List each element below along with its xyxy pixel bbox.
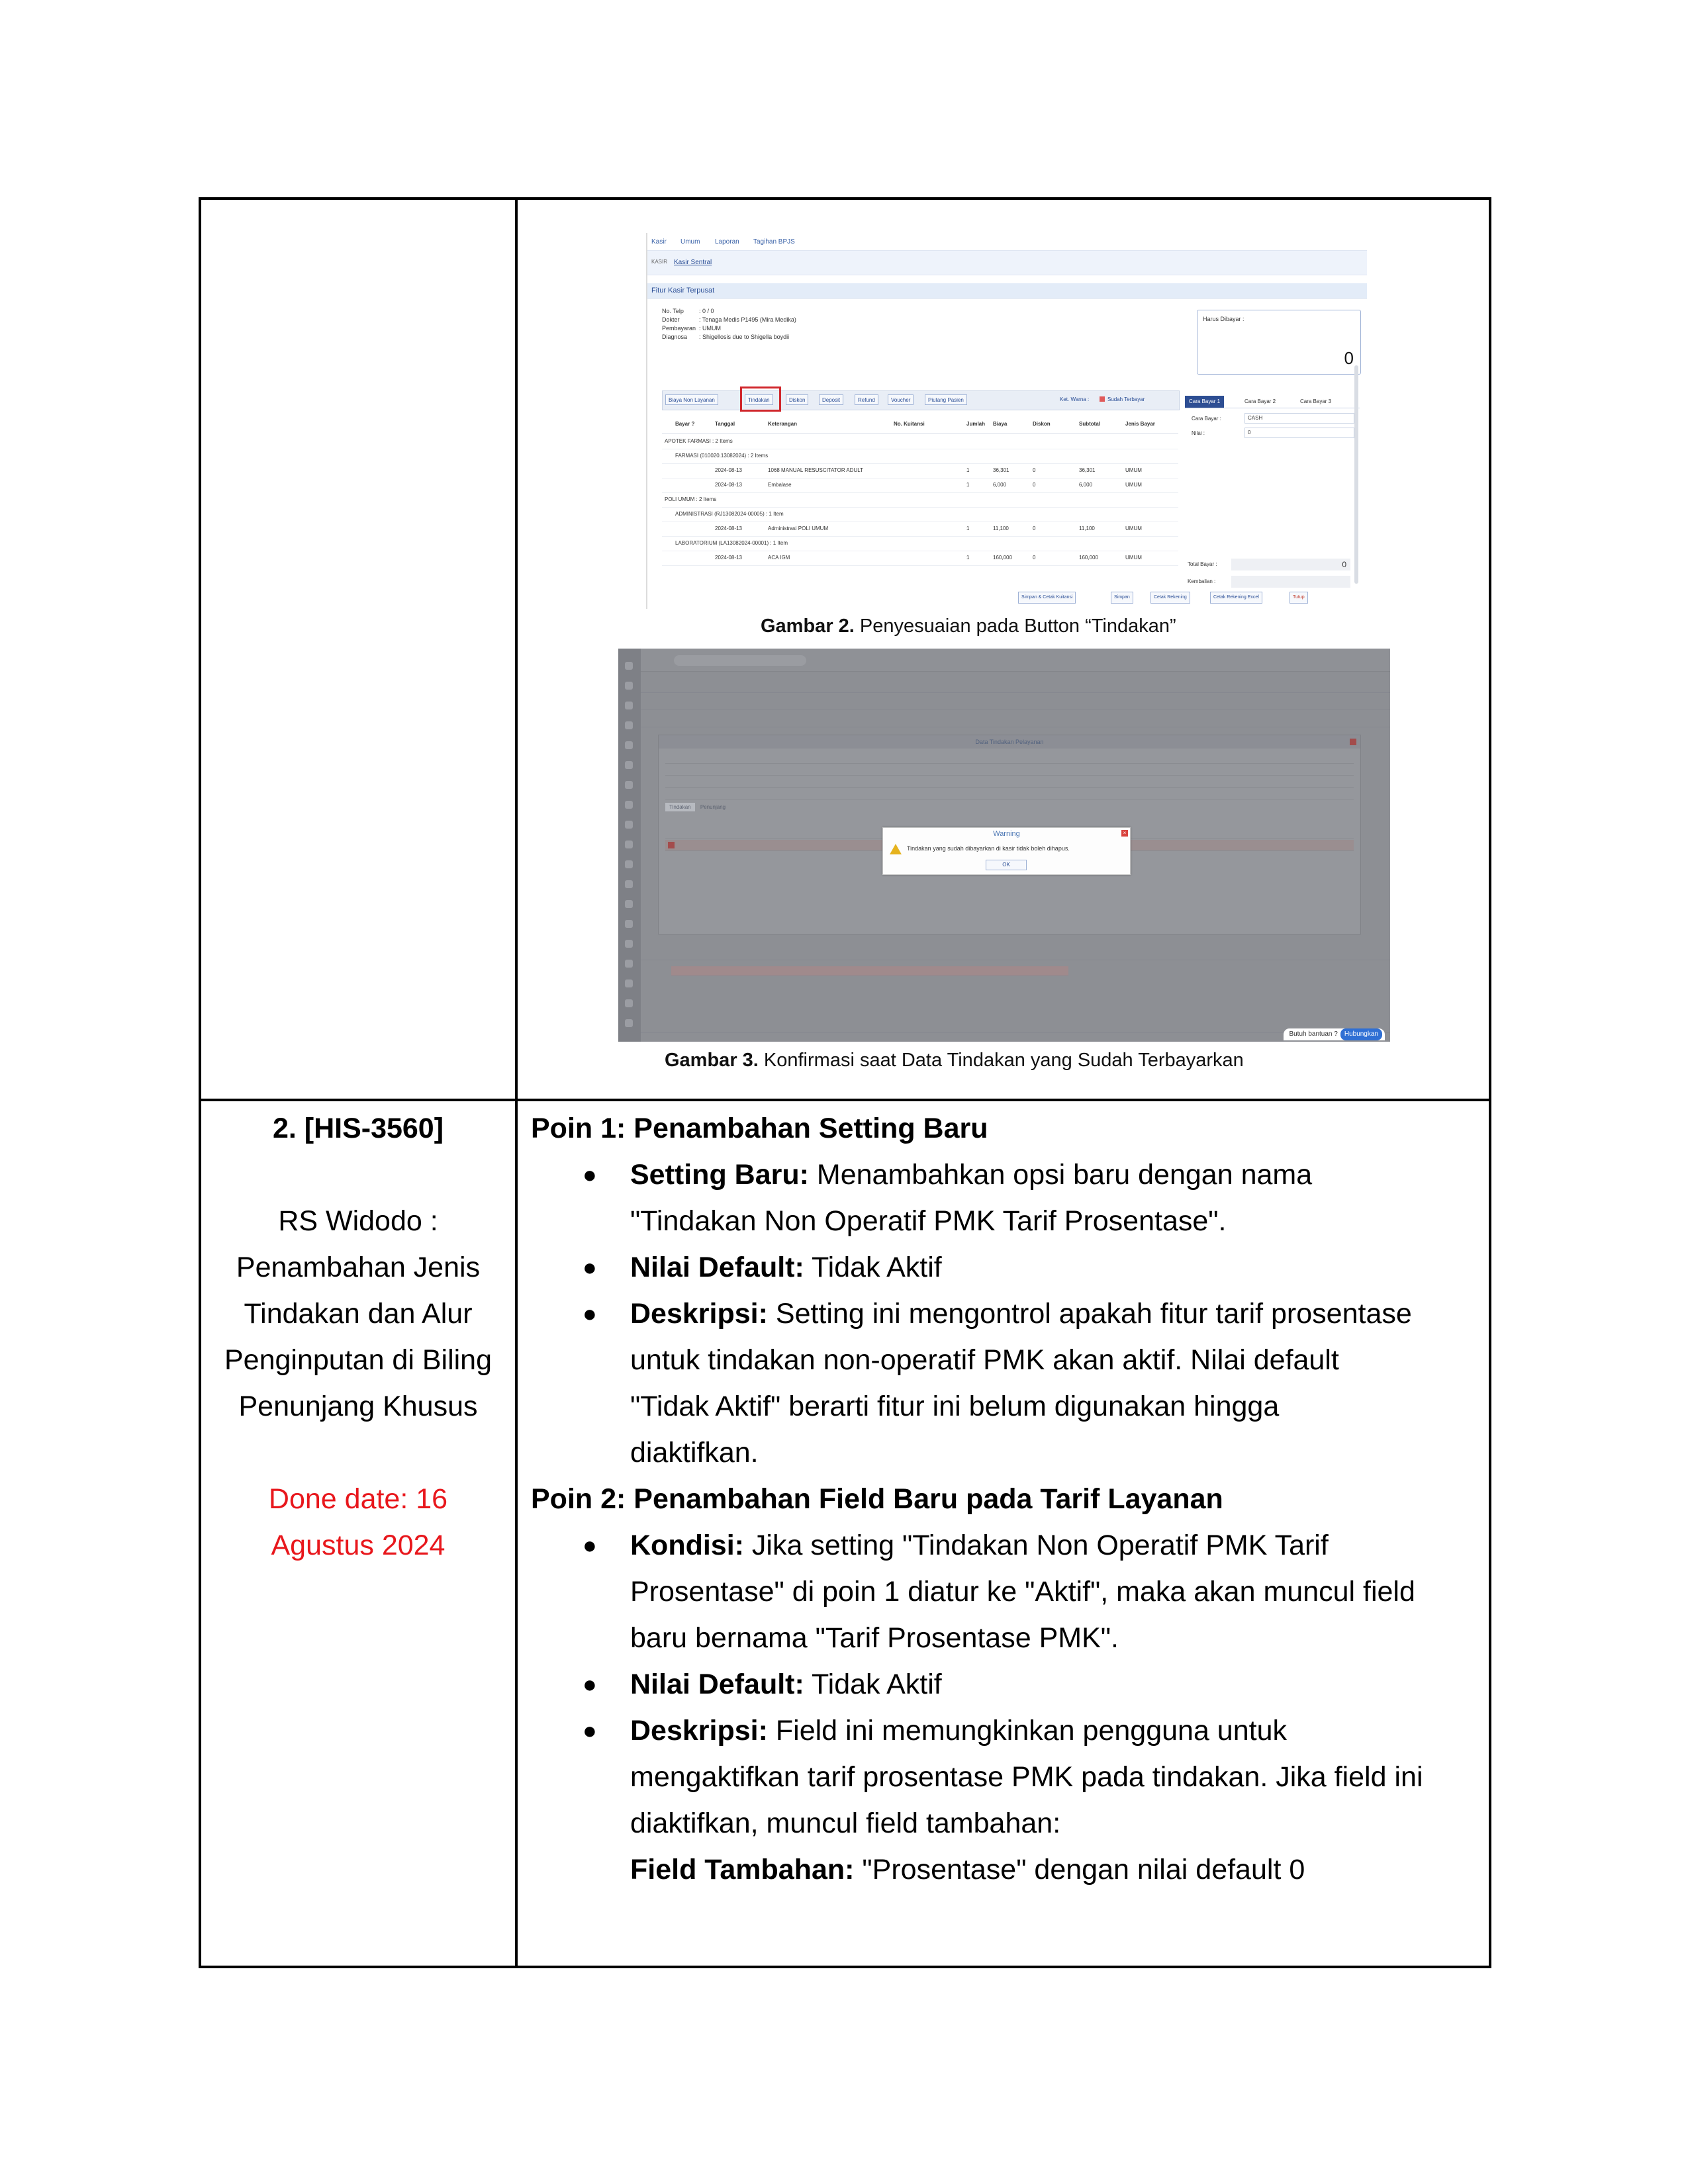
table-header: Bayar ? Tanggal Keterangan No. Kuitansi Jumlah Biaya Diskon Subtotal Jenis Bayar <box>662 416 1178 433</box>
refund-button[interactable]: Refund <box>855 394 878 405</box>
tab-cara-bayar-3[interactable]: Cara Bayar 3 <box>1300 398 1332 404</box>
highlight-box <box>740 387 781 412</box>
table-row[interactable]: 2024-08-13 ACA IGM 1 160,000 0 160,000 UMUM <box>662 551 1178 566</box>
bullet-text: untuk tindakan non-operatif PMK akan aktif. Nilai default <box>630 1344 1339 1376</box>
tab-penunjang[interactable]: Penunjang <box>700 804 726 810</box>
table-row[interactable]: 2024-08-13 Administrasi POLI UMUM 1 11,100 0 11,100 UMUM <box>662 522 1178 537</box>
bullet-text: "Tidak Aktif" berarti fitur ini belum digunakan hingga <box>630 1390 1280 1422</box>
menu-item[interactable]: Tagihan BPJS <box>753 238 795 246</box>
table-row[interactable]: 2024-08-13 Embalase 1 6,000 0 6,000 UMUM <box>662 478 1178 493</box>
done-date: Done date: 16 <box>268 1483 448 1515</box>
bullet-text: Kondisi: Jika setting "Tindakan Non Operatif PMK Tarif <box>630 1529 1329 1561</box>
bullet: ● <box>583 1300 597 1327</box>
cetak-rekening-button[interactable]: Cetak Rekening <box>1150 592 1190 604</box>
warning-dialog: Warning × Tindakan yang sudah dibayarkan di kasir tidak boleh dihapus. OK <box>882 827 1131 875</box>
menu-bar <box>647 233 1367 250</box>
tutup-button[interactable]: Tutup <box>1289 592 1308 604</box>
bullet-text: Deskripsi: Field ini memungkinkan pengguna untuk <box>630 1715 1287 1747</box>
piutang-pasien-button[interactable]: Piutang Pasien <box>925 394 967 405</box>
harus-dibayar-box: Harus Dibayar : 0 <box>1197 310 1361 375</box>
bullet-text: Nilai Default: Tidak Aktif <box>630 1251 942 1283</box>
column-divider <box>515 200 518 1966</box>
bullet-text: baru bernama "Tarif Prosentase PMK". <box>630 1622 1119 1654</box>
simpan-button[interactable]: Simpan <box>1111 592 1133 604</box>
done-date: Agustus 2024 <box>271 1529 445 1561</box>
simpan-cetak-kuitansi-button[interactable]: Simpan & Cetak Kuitansi <box>1018 592 1076 604</box>
table-row[interactable]: APOTEK FARMASI : 2 Items <box>662 434 1178 449</box>
menu-item[interactable]: Laporan <box>715 238 739 246</box>
table-row[interactable]: POLI UMUM : 2 Items <box>662 492 1178 508</box>
voucher-button[interactable]: Voucher <box>888 394 914 405</box>
ticket-id: 2. [HIS-3560] <box>272 1113 444 1144</box>
bullet-text: diaktifkan. <box>630 1437 759 1469</box>
figure-2-caption: Gambar 2. Penyesuaian pada Button “Tindakan” <box>761 615 1176 637</box>
figure-2-screenshot: Kasir Umum Laporan Tagihan BPJS KASIR Kasir Sentral Fitur Kasir Terpusat No. Telp : 0 / 0 Dokter : Tenaga Medis P1495 (Mira Medika) Pembayaran : UMUM Diagnosa : Shigellosis due to Shigella boydii Harus Dibayar : 0 Biaya Non Layanan Tindakan Diskon Deposit Refund Voucher Piutang Pasien Ket. Warna : Sudah Terbayar Bayar ? Tanggal Keterangan No. Kuitansi Jumlah Biaya Diskon Subtotal Jenis Bayar APOTEK FARMASI : 2 Items FARMASI (010020.13082024) : 2 Items 2024-08-13 1068 MANUAL RESUSCITATOR ADULT 1 36,301 0 36,301 UMUM 2024-08-13 Embalase 1 6,000 0 6,000 UMUM POLI UMUM : 2 Items ADMINISTRASI (RJ13082024-00005) : 1 Item 2024-08-13 Administrasi POLI UMUM 1 11,100 0 11,100 UMUM LABORATORIUM (LA13082024-00001) : 1 Item 2024-08-13 ACA IGM 1 160,000 0 160,000 UMUM Cara Bayar 1 Cara Bayar 2 Cara Bayar 3 Cara Bayar : CASH Nilai : 0 Total Bayar : 0 Kembalian : Simpan & Cetak Kuitansi Simpan Cetak Rekening Cetak Rekening Excel Tutup <box>646 233 1367 609</box>
ok-button[interactable]: OK <box>986 860 1027 870</box>
tindakan-button[interactable]: Tindakan <box>745 394 773 405</box>
dialog-tabs <box>665 804 729 810</box>
legend-swatch <box>1100 396 1105 402</box>
tab-tindakan[interactable]: Tindakan <box>665 803 695 811</box>
search-input[interactable] <box>674 655 806 666</box>
diskon-button[interactable]: Diskon <box>786 394 808 405</box>
warning-icon <box>890 844 902 854</box>
field-tambahan: Field Tambahan: "Prosentase" dengan nilai default 0 <box>630 1854 1305 1886</box>
table-row[interactable]: LABORATORIUM (LA13082024-00001) : 1 Item <box>662 536 1178 551</box>
bullet-text: Deskripsi: Setting ini mengontrol apakah fitur tarif prosentase <box>630 1298 1412 1330</box>
figure-3-screenshot <box>618 649 1390 1042</box>
kembalian-value <box>1231 576 1350 588</box>
changelog-table <box>199 197 1491 1968</box>
row-divider <box>201 1099 1489 1101</box>
sudah-terbayar-label: Sudah Terbayar <box>1107 396 1145 402</box>
bullet: ● <box>583 1717 597 1744</box>
bullet-text: Prosentase" di poin 1 diatur ke "Aktif", maka akan muncul field <box>630 1576 1415 1608</box>
cetak-rekening-excel-button[interactable]: Cetak Rekening Excel <box>1210 592 1262 604</box>
close-icon[interactable]: × <box>1121 830 1128 837</box>
ket-warna-label: Ket. Warna : <box>1060 396 1090 402</box>
tindakan-dialog: Data Tindakan Pelayanan Tindakan Penunjang <box>658 735 1361 934</box>
ticket-desc-line: Penambahan Jenis <box>236 1251 481 1283</box>
breadcrumb-current[interactable]: Kasir Sentral <box>674 259 712 266</box>
cara-bayar-select[interactable]: CASH <box>1244 413 1354 424</box>
panel-title: Fitur Kasir Terpusat <box>647 283 1367 298</box>
menu-item[interactable]: Kasir <box>651 238 667 246</box>
scrollbar[interactable] <box>1354 365 1358 584</box>
breadcrumb-root: KASIR <box>651 259 668 265</box>
bullet-text: "Tindakan Non Operatif PMK Tarif Prosentase". <box>630 1205 1227 1237</box>
bullet: ● <box>583 1531 597 1559</box>
action-bar <box>1018 590 1362 604</box>
patient-info: No. Telp : 0 / 0 Dokter : Tenaga Medis P1495 (Mira Medika) Pembayaran : UMUM Diagnosa : Shigellosis due to Shigella boydii <box>662 308 796 340</box>
biaya-non-layanan-button[interactable]: Biaya Non Layanan <box>665 394 718 405</box>
poin-2-heading: Poin 2: Penambahan Field Baru pada Tarif Layanan <box>531 1483 1223 1515</box>
close-icon[interactable] <box>1350 739 1356 745</box>
poin-1-heading: Poin 1: Penambahan Setting Baru <box>531 1113 988 1144</box>
ticket-desc-line: Tindakan dan Alur <box>244 1298 473 1330</box>
table-row[interactable]: ADMINISTRASI (RJ13082024-00005) : 1 Item <box>662 507 1178 522</box>
top-bar <box>641 649 1390 672</box>
menu-item[interactable]: Umum <box>680 238 700 246</box>
nilai-input[interactable]: 0 <box>1244 428 1354 438</box>
bullet-text: mengaktifkan tarif prosentase PMK pada tindakan. Jika field ini <box>630 1761 1423 1793</box>
bullet-text: diaktifkan, muncul field tambahan: <box>630 1807 1061 1839</box>
table-row[interactable]: 2024-08-13 1068 MANUAL RESUSCITATOR ADULT 1 36,301 0 36,301 UMUM <box>662 463 1178 478</box>
tab-cara-bayar-1[interactable]: Cara Bayar 1 <box>1185 396 1224 408</box>
tab-cara-bayar-2[interactable]: Cara Bayar 2 <box>1244 398 1276 404</box>
bullet: ● <box>583 1161 597 1188</box>
deposit-button[interactable]: Deposit <box>819 394 843 405</box>
breadcrumb <box>647 250 1367 275</box>
bullet-text: Setting Baru: Menambahkan opsi baru dengan nama <box>630 1159 1313 1191</box>
table-row[interactable]: FARMASI (010020.13082024) : 2 Items <box>662 449 1178 464</box>
figure-3-caption: Gambar 3. Konfirmasi saat Data Tindakan yang Sudah Terbayarkan <box>665 1050 1244 1071</box>
bullet-text: Nilai Default: Tidak Aktif <box>630 1668 942 1700</box>
help-widget[interactable]: Butuh bantuan ? Hubungkan <box>1284 1028 1385 1040</box>
bullet: ● <box>583 1670 597 1698</box>
ticket-desc-line: RS Widodo : <box>278 1205 438 1237</box>
row-marker <box>668 842 675 848</box>
ticket-desc-line: Penunjang Khusus <box>238 1390 478 1422</box>
ticket-desc-line: Penginputan di Biling <box>224 1344 492 1376</box>
bullet: ● <box>583 1253 597 1281</box>
total-bayar-value: 0 <box>1231 559 1350 570</box>
hubungkan-button[interactable]: Hubungkan <box>1340 1028 1382 1040</box>
sidebar <box>618 649 641 1042</box>
payment-tabs <box>1185 392 1360 408</box>
